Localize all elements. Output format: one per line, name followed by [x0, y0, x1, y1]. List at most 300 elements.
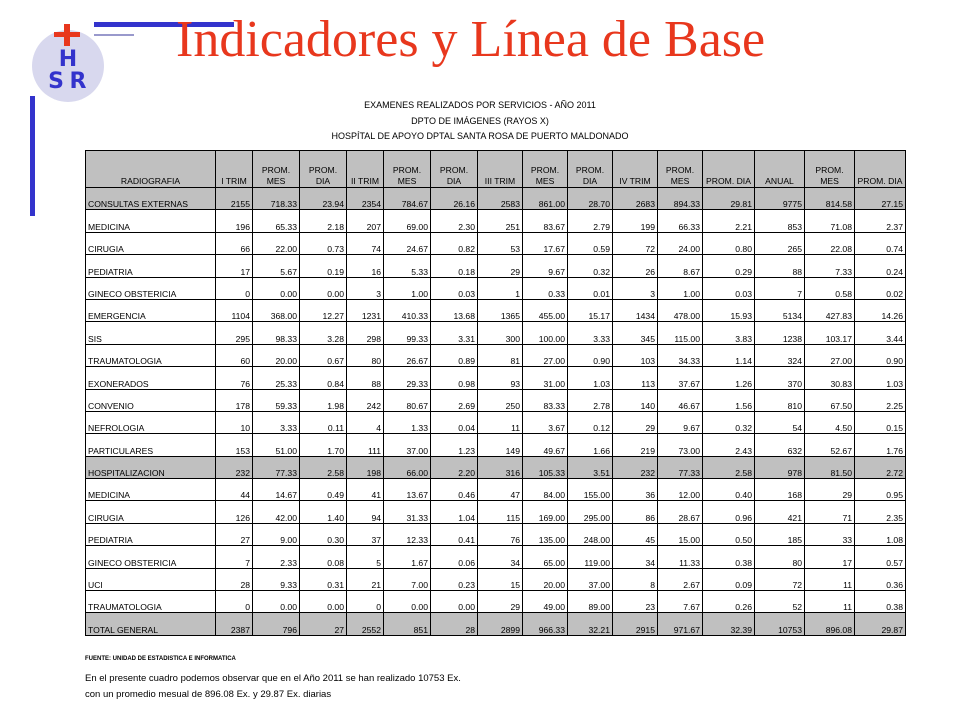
table-cell: 814.58	[805, 188, 855, 210]
table-cell: 421	[755, 501, 805, 523]
table-cell: 135.00	[523, 523, 568, 545]
table-cell: 1.66	[568, 434, 613, 456]
table-cell: 0.26	[703, 591, 755, 613]
table-cell: 13.68	[431, 299, 478, 321]
table-cell: 0.06	[431, 546, 478, 568]
table-cell: 2.43	[703, 434, 755, 456]
table-cell: 22.08	[805, 232, 855, 254]
table-cell: 42.00	[253, 501, 300, 523]
table-cell: 0.00	[253, 277, 300, 299]
table-cell: 2.67	[658, 568, 703, 590]
table-cell: 1.70	[300, 434, 347, 456]
table-cell: 83.33	[523, 389, 568, 411]
table-cell: 103.17	[805, 322, 855, 344]
row-label: TRAUMATOLOGIA	[86, 591, 216, 613]
table-cell: 153	[216, 434, 253, 456]
table-cell: 65.00	[523, 546, 568, 568]
table-cell: 0.12	[568, 411, 613, 433]
table-cell: 784.67	[384, 188, 431, 210]
table-cell: 23.94	[300, 188, 347, 210]
source-note: FUENTE: UNIDAD DE ESTADISTICA E INFORMATICA	[85, 656, 236, 662]
table-cell: 47	[478, 479, 523, 501]
table-cell: 232	[216, 456, 253, 478]
table-cell: 83.67	[523, 210, 568, 232]
table-cell: 632	[755, 434, 805, 456]
table-cell: 853	[755, 210, 805, 232]
table-cell: 368.00	[253, 299, 300, 321]
table-cell: 66.00	[384, 456, 431, 478]
table-cell: 1.56	[703, 389, 755, 411]
table-cell: 0.03	[431, 277, 478, 299]
table-cell: 27.15	[855, 188, 906, 210]
table-cell: 27	[216, 523, 253, 545]
table-cell: 27.00	[523, 344, 568, 366]
table-cell: 1.67	[384, 546, 431, 568]
table-cell: 7	[755, 277, 805, 299]
table-cell: 11	[478, 411, 523, 433]
table-cell: 0.08	[300, 546, 347, 568]
table-cell: 34	[613, 546, 658, 568]
table-cell: 185	[755, 523, 805, 545]
table-cell: 810	[755, 389, 805, 411]
table-cell: 59.33	[253, 389, 300, 411]
table-cell: 76	[216, 367, 253, 389]
table-cell: 250	[478, 389, 523, 411]
table-cell: 34.33	[658, 344, 703, 366]
table-cell: 0.84	[300, 367, 347, 389]
table-cell: 67.50	[805, 389, 855, 411]
table-cell: 94	[347, 501, 384, 523]
table-cell: 3.67	[523, 411, 568, 433]
table-cell: 295	[216, 322, 253, 344]
table-row	[86, 232, 906, 254]
table-cell: 2.33	[253, 546, 300, 568]
table-cell: 345	[613, 322, 658, 344]
table-cell: 1238	[755, 322, 805, 344]
table-cell: 1104	[216, 299, 253, 321]
table-cell: 84.00	[523, 479, 568, 501]
table-cell: 28.67	[658, 501, 703, 523]
table-cell: 0.30	[300, 523, 347, 545]
table-cell: 52.67	[805, 434, 855, 456]
table-cell: 168	[755, 479, 805, 501]
column-header: I TRIM	[216, 151, 253, 188]
table-cell: 248.00	[568, 523, 613, 545]
table-cell: 0.90	[568, 344, 613, 366]
table-cell: 9775	[755, 188, 805, 210]
table-cell: 0.74	[855, 232, 906, 254]
table-cell: 9.33	[253, 568, 300, 590]
table-cell: 9.00	[253, 523, 300, 545]
table-cell: 89.00	[568, 591, 613, 613]
table-cell: 15.00	[658, 523, 703, 545]
table-cell: 0.23	[431, 568, 478, 590]
table-cell: 455.00	[523, 299, 568, 321]
row-label: GINECO OBSTERICIA	[86, 277, 216, 299]
table-cell: 80	[755, 546, 805, 568]
table-cell: 0.01	[568, 277, 613, 299]
table-cell: 5.33	[384, 255, 431, 277]
table-cell: 0.82	[431, 232, 478, 254]
table-cell: 3.28	[300, 322, 347, 344]
table-cell: 31.00	[523, 367, 568, 389]
row-label: MEDICINA	[86, 479, 216, 501]
slide-title: Indicadores y Línea de Base	[176, 11, 766, 68]
table-cell: 53	[478, 232, 523, 254]
table-cell: 2387	[216, 613, 253, 635]
table-cell: 29	[478, 255, 523, 277]
table-cell: 11.33	[658, 546, 703, 568]
table-cell: 0.29	[703, 255, 755, 277]
table-row	[86, 613, 906, 635]
table-cell: 2.72	[855, 456, 906, 478]
table-cell: 0.31	[300, 568, 347, 590]
table-row	[86, 434, 906, 456]
table-cell: 2.21	[703, 210, 755, 232]
table-cell: 80.67	[384, 389, 431, 411]
table-cell: 370	[755, 367, 805, 389]
table-cell: 37.00	[568, 568, 613, 590]
table-cell: 0.96	[703, 501, 755, 523]
report-department: DPTO DE IMÁGENES (RAYOS X)	[411, 116, 549, 126]
table-cell: 0.67	[300, 344, 347, 366]
table-cell: 44	[216, 479, 253, 501]
exams-table	[85, 150, 906, 636]
table-cell: 5134	[755, 299, 805, 321]
row-label: HOSPITALIZACION	[86, 456, 216, 478]
table-cell: 33	[805, 523, 855, 545]
table-cell: 0.24	[855, 255, 906, 277]
table-cell: 1.33	[384, 411, 431, 433]
table-cell: 0.73	[300, 232, 347, 254]
table-cell: 10	[216, 411, 253, 433]
report-title: EXAMENES REALIZADOS POR SERVICIOS - AÑO 2011	[364, 100, 596, 110]
table-cell: 37	[347, 523, 384, 545]
table-cell: 1.00	[384, 277, 431, 299]
table-cell: 3	[347, 277, 384, 299]
table-cell: 15.17	[568, 299, 613, 321]
row-label: GINECO OBSTERICIA	[86, 546, 216, 568]
column-header: PROM. MES	[658, 151, 703, 188]
table-cell: 0.33	[523, 277, 568, 299]
table-cell: 105.33	[523, 456, 568, 478]
table-cell: 0.00	[300, 591, 347, 613]
table-cell: 0.32	[703, 411, 755, 433]
table-cell: 26	[613, 255, 658, 277]
table-cell: 3.33	[568, 322, 613, 344]
table-cell: 1	[478, 277, 523, 299]
table-cell: 894.33	[658, 188, 703, 210]
table-row	[86, 479, 906, 501]
table-cell: 49.67	[523, 434, 568, 456]
table-cell: 10753	[755, 613, 805, 635]
table-cell: 16	[347, 255, 384, 277]
table-row	[86, 255, 906, 277]
table-cell: 0.32	[568, 255, 613, 277]
table-cell: 1.03	[855, 367, 906, 389]
table-cell: 26.67	[384, 344, 431, 366]
table-cell: 17	[805, 546, 855, 568]
column-header: PROM. DIA	[855, 151, 906, 188]
table-cell: 1.23	[431, 434, 478, 456]
report-hospital: HOSPÍTAL DE APOYO DPTAL SANTA ROSA DE PUERTO MALDONADO	[331, 131, 629, 141]
row-label: UCI	[86, 568, 216, 590]
table-cell: 31.33	[384, 501, 431, 523]
table-cell: 169.00	[523, 501, 568, 523]
table-cell: 2.58	[300, 456, 347, 478]
table-row	[86, 411, 906, 433]
table-row	[86, 188, 906, 210]
table-cell: 199	[613, 210, 658, 232]
table-cell: 32.21	[568, 613, 613, 635]
column-header: PROM. MES	[384, 151, 431, 188]
table-cell: 52	[755, 591, 805, 613]
table-cell: 13.67	[384, 479, 431, 501]
table-cell: 155.00	[568, 479, 613, 501]
table-cell: 324	[755, 344, 805, 366]
row-label: PEDIATRIA	[86, 523, 216, 545]
table-cell: 11	[805, 591, 855, 613]
table-cell: 1.00	[658, 277, 703, 299]
table-cell: 242	[347, 389, 384, 411]
table-cell: 0.09	[703, 568, 755, 590]
table-cell: 69.00	[384, 210, 431, 232]
table-cell: 3.51	[568, 456, 613, 478]
table-cell: 99.33	[384, 322, 431, 344]
column-header: PROM. MES	[805, 151, 855, 188]
table-cell: 29.87	[855, 613, 906, 635]
table-cell: 1.03	[568, 367, 613, 389]
table-cell: 0.00	[300, 277, 347, 299]
table-cell: 4	[347, 411, 384, 433]
table-cell: 21	[347, 568, 384, 590]
table-cell: 1.76	[855, 434, 906, 456]
table-cell: 115	[478, 501, 523, 523]
table-cell: 0.40	[703, 479, 755, 501]
table-cell: 17.67	[523, 232, 568, 254]
table-cell: 149	[478, 434, 523, 456]
table-cell: 796	[253, 613, 300, 635]
row-label: CIRUGIA	[86, 232, 216, 254]
table-cell: 12.33	[384, 523, 431, 545]
table-cell: 46.67	[658, 389, 703, 411]
logo-letter-h: H	[58, 47, 78, 72]
table-cell: 98.33	[253, 322, 300, 344]
table-cell: 0.18	[431, 255, 478, 277]
table-cell: 0.36	[855, 568, 906, 590]
table-cell: 3.33	[253, 411, 300, 433]
table-cell: 0.03	[703, 277, 755, 299]
table-row	[86, 389, 906, 411]
table-row	[86, 299, 906, 321]
table-cell: 65.33	[253, 210, 300, 232]
row-label: TRAUMATOLOGIA	[86, 344, 216, 366]
table-cell: 14.67	[253, 479, 300, 501]
table-cell: 25.33	[253, 367, 300, 389]
table-cell: 100.00	[523, 322, 568, 344]
table-cell: 3.44	[855, 322, 906, 344]
table-cell: 2.79	[568, 210, 613, 232]
table-cell: 7	[216, 546, 253, 568]
table-cell: 0.00	[253, 591, 300, 613]
table-cell: 232	[613, 456, 658, 478]
table-cell: 2552	[347, 613, 384, 635]
column-header: ANUAL	[755, 151, 805, 188]
summary-note-line-2: con un promedio mesual de 896.08 Ex. y 29.87 Ex. diarias	[85, 689, 332, 700]
table-row	[86, 591, 906, 613]
table-cell: 28	[431, 613, 478, 635]
table-cell: 207	[347, 210, 384, 232]
table-cell: 34	[478, 546, 523, 568]
table-cell: 8.67	[658, 255, 703, 277]
table-cell: 20.00	[523, 568, 568, 590]
table-cell: 0.46	[431, 479, 478, 501]
table-cell: 718.33	[253, 188, 300, 210]
table-cell: 298	[347, 322, 384, 344]
table-cell: 66.33	[658, 210, 703, 232]
table-cell: 0.58	[805, 277, 855, 299]
table-cell: 88	[755, 255, 805, 277]
table-cell: 81.50	[805, 456, 855, 478]
table-cell: 74	[347, 232, 384, 254]
table-cell: 2354	[347, 188, 384, 210]
table-cell: 30.83	[805, 367, 855, 389]
table-cell: 71.08	[805, 210, 855, 232]
row-label: CIRUGIA	[86, 501, 216, 523]
table-cell: 410.33	[384, 299, 431, 321]
table-cell: 219	[613, 434, 658, 456]
table-cell: 1.04	[431, 501, 478, 523]
table-cell: 2.78	[568, 389, 613, 411]
table-cell: 126	[216, 501, 253, 523]
table-cell: 73.00	[658, 434, 703, 456]
table-cell: 37.67	[658, 367, 703, 389]
table-cell: 3	[613, 277, 658, 299]
table-cell: 28	[216, 568, 253, 590]
table-cell: 478.00	[658, 299, 703, 321]
table-cell: 17	[216, 255, 253, 277]
table-cell: 4.50	[805, 411, 855, 433]
table-cell: 37.00	[384, 434, 431, 456]
table-cell: 2.20	[431, 456, 478, 478]
table-cell: 5	[347, 546, 384, 568]
column-header: PROM. DIA	[703, 151, 755, 188]
table-cell: 0	[216, 591, 253, 613]
table-cell: 1.26	[703, 367, 755, 389]
table-cell: 251	[478, 210, 523, 232]
table-row	[86, 322, 906, 344]
table-cell: 60	[216, 344, 253, 366]
table-row	[86, 456, 906, 478]
table-row	[86, 568, 906, 590]
table-cell: 28.70	[568, 188, 613, 210]
table-cell: 29	[478, 591, 523, 613]
table-cell: 1.08	[855, 523, 906, 545]
table-cell: 7.00	[384, 568, 431, 590]
table-cell: 2.37	[855, 210, 906, 232]
row-label: PARTICULARES	[86, 434, 216, 456]
table-cell: 896.08	[805, 613, 855, 635]
table-row	[86, 210, 906, 232]
table-cell: 2.58	[703, 456, 755, 478]
row-label: CONVENIO	[86, 389, 216, 411]
table-cell: 2155	[216, 188, 253, 210]
table-cell: 2583	[478, 188, 523, 210]
table-cell: 316	[478, 456, 523, 478]
table-cell: 66	[216, 232, 253, 254]
table-body	[86, 188, 906, 636]
column-header: PROM. DIA	[568, 151, 613, 188]
column-header: III TRIM	[478, 151, 523, 188]
table-row	[86, 523, 906, 545]
table-cell: 111	[347, 434, 384, 456]
row-label: EXONERADOS	[86, 367, 216, 389]
table-cell: 978	[755, 456, 805, 478]
table-cell: 971.67	[658, 613, 703, 635]
table-cell: 0.80	[703, 232, 755, 254]
table-cell: 24.00	[658, 232, 703, 254]
table-row	[86, 277, 906, 299]
table-cell: 851	[384, 613, 431, 635]
table-cell: 0.38	[703, 546, 755, 568]
table-cell: 14.26	[855, 299, 906, 321]
table-cell: 41	[347, 479, 384, 501]
table-cell: 5.67	[253, 255, 300, 277]
slide-vertical-bar	[30, 96, 35, 216]
table-cell: 1434	[613, 299, 658, 321]
table-cell: 77.33	[253, 456, 300, 478]
table-cell: 0.59	[568, 232, 613, 254]
table-cell: 77.33	[658, 456, 703, 478]
table-cell: 300	[478, 322, 523, 344]
table-cell: 1365	[478, 299, 523, 321]
table-cell: 15.93	[703, 299, 755, 321]
table-cell: 80	[347, 344, 384, 366]
table-cell: 113	[613, 367, 658, 389]
table-cell: 36	[613, 479, 658, 501]
table-cell: 72	[755, 568, 805, 590]
table-cell: 12.27	[300, 299, 347, 321]
table-cell: 0.19	[300, 255, 347, 277]
table-cell: 0.11	[300, 411, 347, 433]
table-row	[86, 344, 906, 366]
table-cell: 295.00	[568, 501, 613, 523]
row-label: CONSULTAS EXTERNAS	[86, 188, 216, 210]
table-cell: 2.18	[300, 210, 347, 232]
row-label: TOTAL GENERAL	[86, 613, 216, 635]
table-cell: 29	[613, 411, 658, 433]
table-cell: 7.33	[805, 255, 855, 277]
table-cell: 0.95	[855, 479, 906, 501]
table-header-row	[86, 151, 906, 188]
table-cell: 51.00	[253, 434, 300, 456]
table-cell: 93	[478, 367, 523, 389]
table-cell: 0.41	[431, 523, 478, 545]
table-cell: 12.00	[658, 479, 703, 501]
table-cell: 0.89	[431, 344, 478, 366]
summary-note-line-1: En el presente cuadro podemos observar que en el Año 2011 se han realizado 10753 Ex.	[85, 673, 461, 684]
table-cell: 29.33	[384, 367, 431, 389]
table-cell: 0.38	[855, 591, 906, 613]
table-cell: 265	[755, 232, 805, 254]
table-cell: 0.98	[431, 367, 478, 389]
table-cell: 119.00	[568, 546, 613, 568]
table-cell: 0.90	[855, 344, 906, 366]
table-cell: 45	[613, 523, 658, 545]
column-header: PROM. DIA	[300, 151, 347, 188]
table-cell: 9.67	[523, 255, 568, 277]
column-header: IV TRIM	[613, 151, 658, 188]
